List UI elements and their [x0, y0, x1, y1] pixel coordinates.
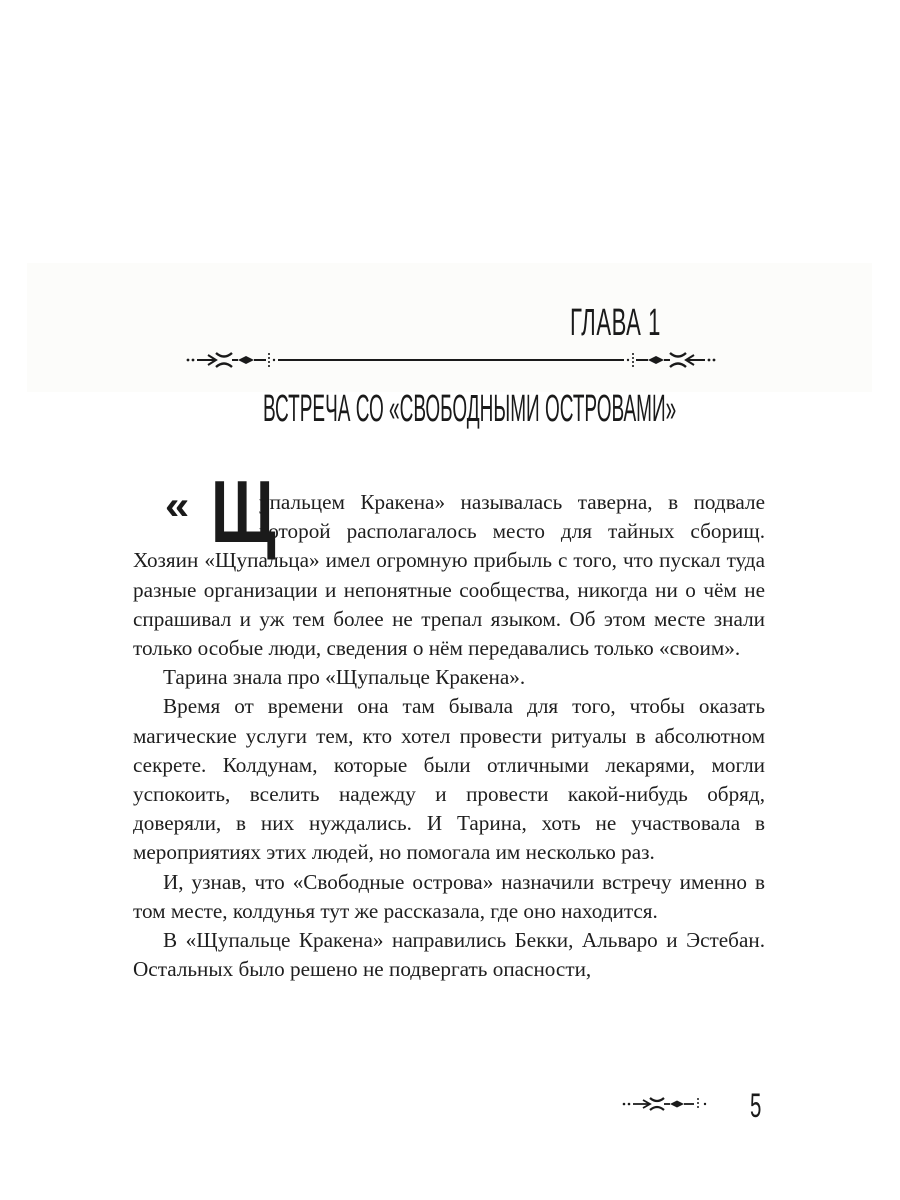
ornamental-divider-icon — [186, 350, 716, 370]
drop-cap — [133, 462, 276, 561]
paragraph-4: И, узнав, что «Свободные острова» назначили встречу именно в том месте, колдунья тут же рассказала, где оно находится. — [133, 869, 765, 923]
chapter-title: ВСТРЕЧА СО «СВОБОДНЫМИ ОСТРОВАМИ» — [263, 388, 677, 430]
drop-cap-letter: Щ — [211, 462, 276, 561]
chapter-header-band — [27, 263, 872, 392]
paragraph-3: Время от времени она там бывала для того, чтобы оказать магические услуги тем, кто хотел провести ритуалы в абсолютном секрете. Колдунам, которые были отличными лекарями, могли успокоить, вселить надежду и провести какой-нибудь обряд, доверяли, в них нуждались. И Тарина, хоть не участвовала в мероприятиях этих людей, но помогала им несколько раз. — [133, 694, 765, 865]
paragraph-5: В «Щупальце Кракена» направились Бекки, Альваро и Эстебан. Остальных было решено не подвергать опасности, — [133, 928, 765, 982]
first-paragraph — [133, 462, 765, 663]
page-number: 5 — [750, 1087, 762, 1125]
paragraph-2: Тарина знала про «Щупальце Кракена». — [163, 665, 526, 690]
drop-cap-quote: « — [164, 484, 190, 528]
chapter-label: ГЛАВА 1 — [570, 302, 661, 344]
chapter-body — [133, 462, 765, 984]
paragraph-1: упальцем Кракена» называлась таверна, в подвале которой располагалось место для тайных сборищ. Хозяин «Щупальца» имел огромную прибыль с того, что пускал туда разные организации и непонятные сообщества, никогда ни о чём не спрашивал и уж тем более не трепал языком. Об этом месте знали только особые люди, сведения о нём передавались только «своим». — [133, 490, 765, 661]
footer-ornament-icon — [622, 1096, 712, 1112]
